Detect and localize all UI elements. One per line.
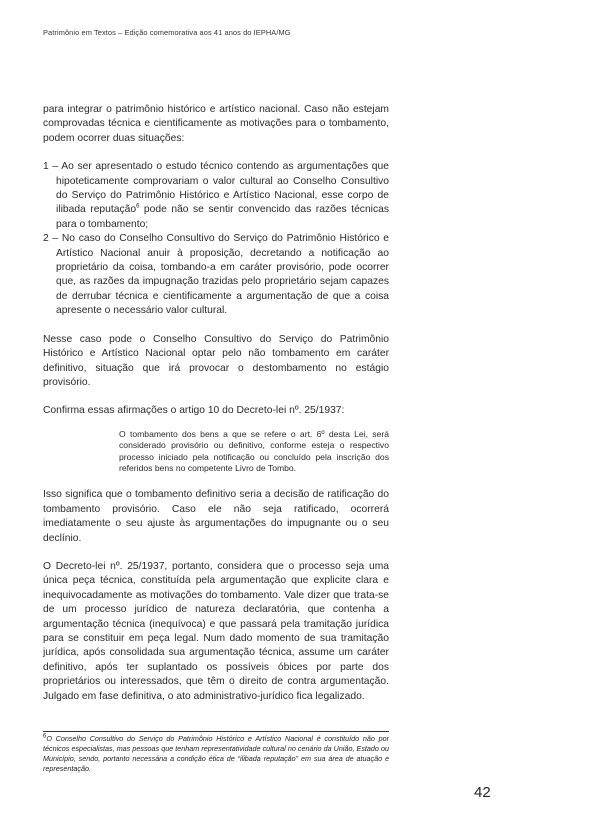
paragraph: Nesse caso pode o Conselho Consultivo do Serviço do Patrimônio Histórico e Artístico Nacional optar pelo não tombamento em caráter definitivo, situação que irá provocar o destombamento no estágio provisório. [43,333,389,388]
paragraph: Confirma essas afirmações o artigo 10 do Decreto-lei nº. 25/1937: [43,405,345,417]
paragraph: para integrar o patrimônio histórico e artístico nacional. Caso não estejam comprovadas técnica e cientificamente as motivações para o tombamento, podem ocorrer duas situações: [43,104,389,144]
body-text [43,103,389,704]
paragraph: Isso significa que o tombamento definitivo seria a decisão de ratificação do tombamento provisório. Caso ele não seja ratificado, ocorrerá imediatamente o seu ajuste às argumentações do impugnante ou o seu declínio. [43,489,389,544]
paragraph: O Decreto-lei nº. 25/1937, portanto, considera que o processo seja uma única peça técnica, constituída pela argumentação que explicite clara e inequivocadamente as motivações do tombamento. Vale dizer que trata-se de um processo jurídico de natureza declaratória, que contenha a argumentação técnica (inequívoca) e que passará pela tramitação jurídica para se constituir em peça legal. Num dado momento de sua tramitação jurídica, após consolidada sua argumentação técnica, assume um caráter definitivo, após ter suplantado os possíveis óbices por parte dos proprietários ou interessados, que têm o direito de contra argumentação. Julgado em fase definitiva, o ato administrativo-jurídico fica legalizado. [43,560,389,702]
list-item-text: pode não se sentir convencido das razões técnicas para o tombamento; [56,204,389,230]
footnote-divider [43,731,389,732]
block-quote: O tombamento dos bens a que se refere o art. 6º desta Lei, será considerado provisório ou definitivo, conforme esteja o respectivo processo iniciado pela notificação ou concluído pela inscrição dos referidos bens no competente Livro de Tombo. [119,428,389,473]
footnote-reference: 6 [136,204,140,211]
list-item-text: 1 – Ao ser apresentado o estudo técnico contendo as argumentações que hipoteticamente comprovariam o valor cultural ao Conselho Consultivo do Serviço do Patrimônio Histórico e Artístico Nacional, esse corpo de ilibada reputação [43,161,389,216]
footnote-marker: 6 [43,733,47,740]
footnote [43,734,389,774]
list-item: 2 – No caso do Conselho Consultivo do Serviço do Patrimônio Histórico e Artístico Nacional anuir à proposição, decretando a notificação ao proprietário da coisa, tombando-a em caráter provisório, pode ocorrer que, as razões da impugnação trazidas pelo proprietário sejam capazes de derrubar técnica e cientificamente a argumentação de que a coisa apresente o necessário valor cultural. [43,233,389,317]
footnote-text: O Conselho Consultivo do Serviço do Patrimônio Histórico e Artístico Nacional é constituído não por técnicos especialistas, mas pessoas que tenham representatividade cultural no cenário da União, Estado ou Município, sendo, portanto necessária a condição ética de “ilibada reputação” em sua área de atuação e representação. [43,734,389,773]
page-number: 42 [474,784,491,801]
running-header: Patrimônio em Textos – Edição comemorativa aos 41 anos do IEPHA/MG [43,28,291,37]
list-item [43,160,389,232]
